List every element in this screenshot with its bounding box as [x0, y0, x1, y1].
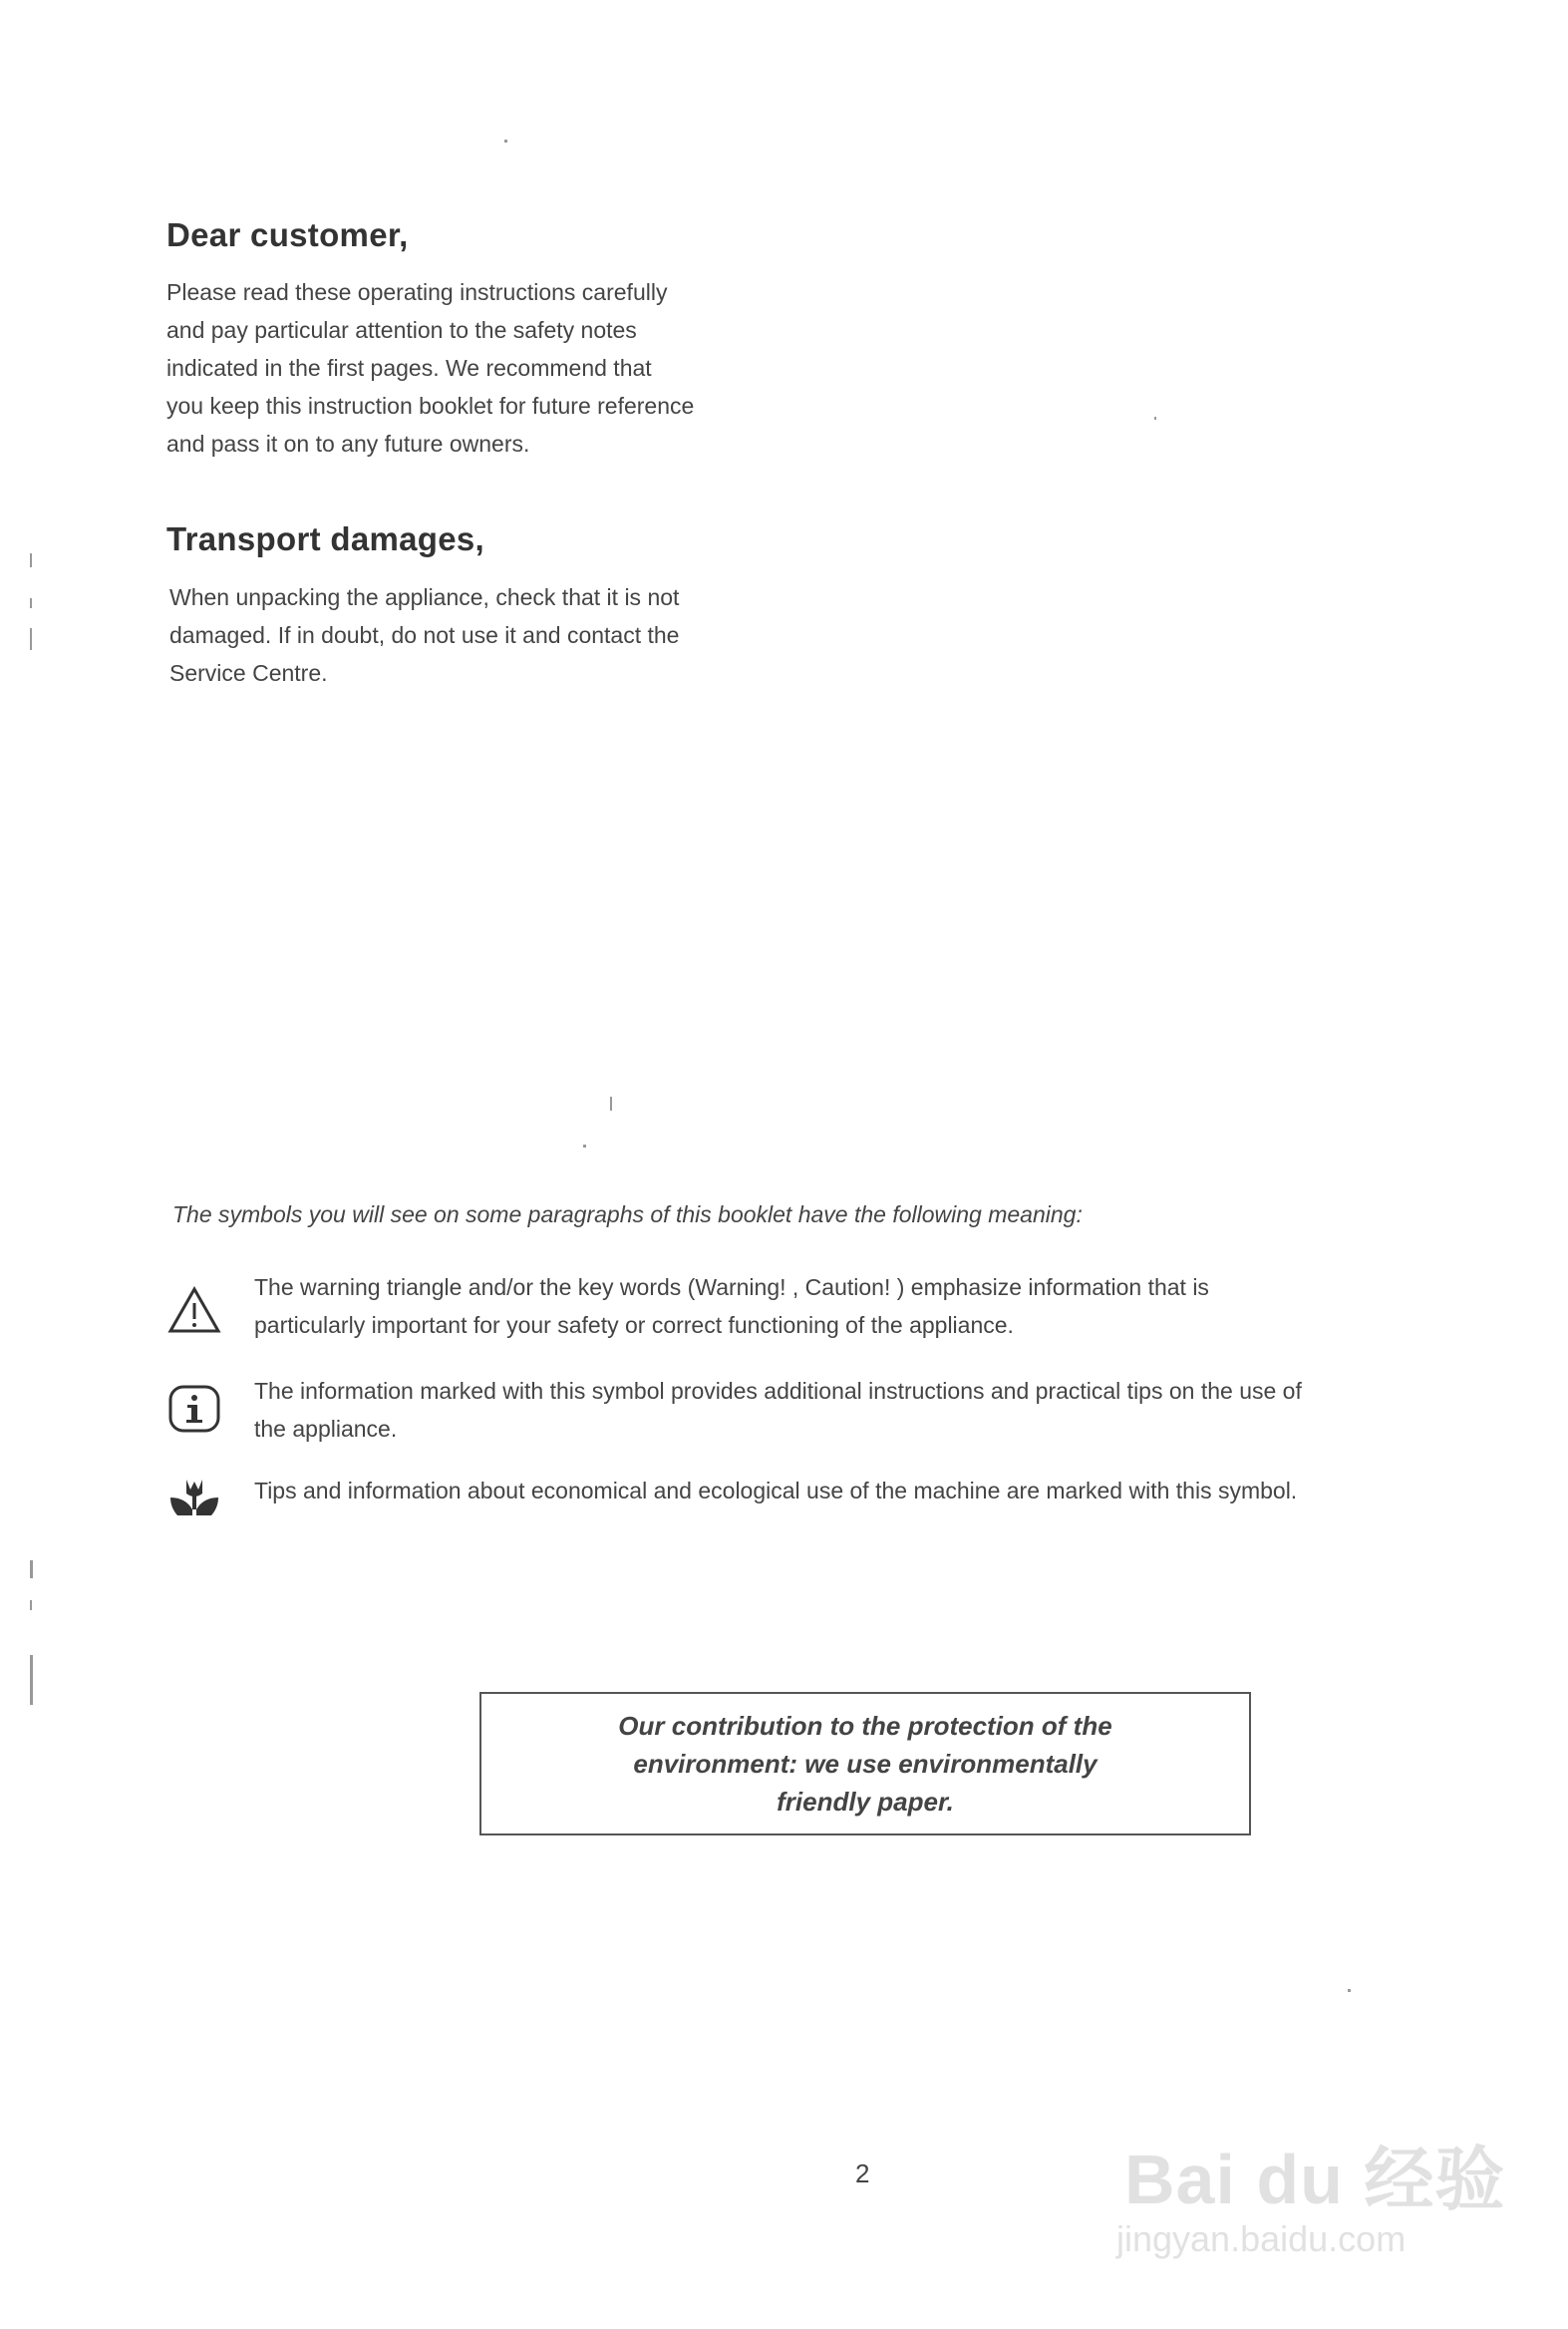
warning-triangle-icon	[167, 1286, 221, 1334]
scan-mark	[1348, 1989, 1351, 1992]
symbols-intro: The symbols you will see on some paragraphs of this booklet have the following meaning:	[172, 1201, 1083, 1227]
environment-notice-box	[479, 1692, 1251, 1835]
watermark-url: jingyan.baidu.com	[1116, 2218, 1407, 2259]
paragraph-line: When unpacking the appliance, check that it is not	[169, 584, 680, 610]
transport-damages-heading: Transport damages,	[166, 520, 484, 557]
scan-mark	[1154, 417, 1156, 420]
environment-line: friendly paper.	[777, 1787, 954, 1817]
warning-description	[254, 1268, 1209, 1344]
page-number: 2	[855, 2159, 870, 2188]
scan-mark	[30, 1560, 33, 1578]
scan-mark	[30, 628, 32, 650]
scan-mark	[30, 553, 32, 567]
information-description	[254, 1372, 1302, 1448]
scan-mark	[30, 598, 32, 608]
transport-damages-paragraph	[169, 578, 679, 692]
dear-customer-heading: Dear customer,	[166, 216, 409, 253]
paragraph-line: Please read these operating instructions carefully	[166, 279, 668, 305]
baidu-watermark	[1116, 2124, 1515, 2273]
environment-line: Our contribution to the protection of the	[618, 1711, 1112, 1741]
scan-mark	[30, 1655, 33, 1705]
paragraph-line: and pay particular attention to the safety notes	[166, 317, 637, 343]
paragraph-line: damaged. If in doubt, do not use it and contact the	[169, 622, 680, 648]
description-line: The information marked with this symbol provides additional instructions and practical tips on the use of	[254, 1378, 1302, 1404]
paragraph-line: Service Centre.	[169, 660, 328, 686]
description-line: particularly important for your safety or correct functioning of the appliance.	[254, 1312, 1014, 1338]
information-icon	[167, 1384, 221, 1434]
scan-mark	[30, 1600, 32, 1610]
description-line: the appliance.	[254, 1416, 398, 1442]
paragraph-line: and pass it on to any future owners.	[166, 431, 530, 457]
watermark-logo: Bai du 经验	[1124, 2141, 1506, 2218]
dear-customer-paragraph	[166, 273, 694, 463]
description-line: The warning triangle and/or the key words (Warning! , Caution! ) emphasize information that is	[254, 1274, 1209, 1300]
scan-mark	[610, 1097, 612, 1111]
ecology-flower-icon	[167, 1476, 221, 1519]
ecology-description	[254, 1472, 1297, 1509]
scan-mark	[504, 140, 507, 143]
paragraph-line: you keep this instruction booklet for future reference	[166, 393, 695, 419]
paragraph-line: indicated in the first pages. We recommend that	[166, 355, 652, 381]
description-line: Tips and information about economical and ecological use of the machine are marked with this symbol.	[254, 1478, 1298, 1503]
environment-line: environment: we use environmentally	[633, 1749, 1098, 1779]
scan-mark	[583, 1145, 586, 1148]
